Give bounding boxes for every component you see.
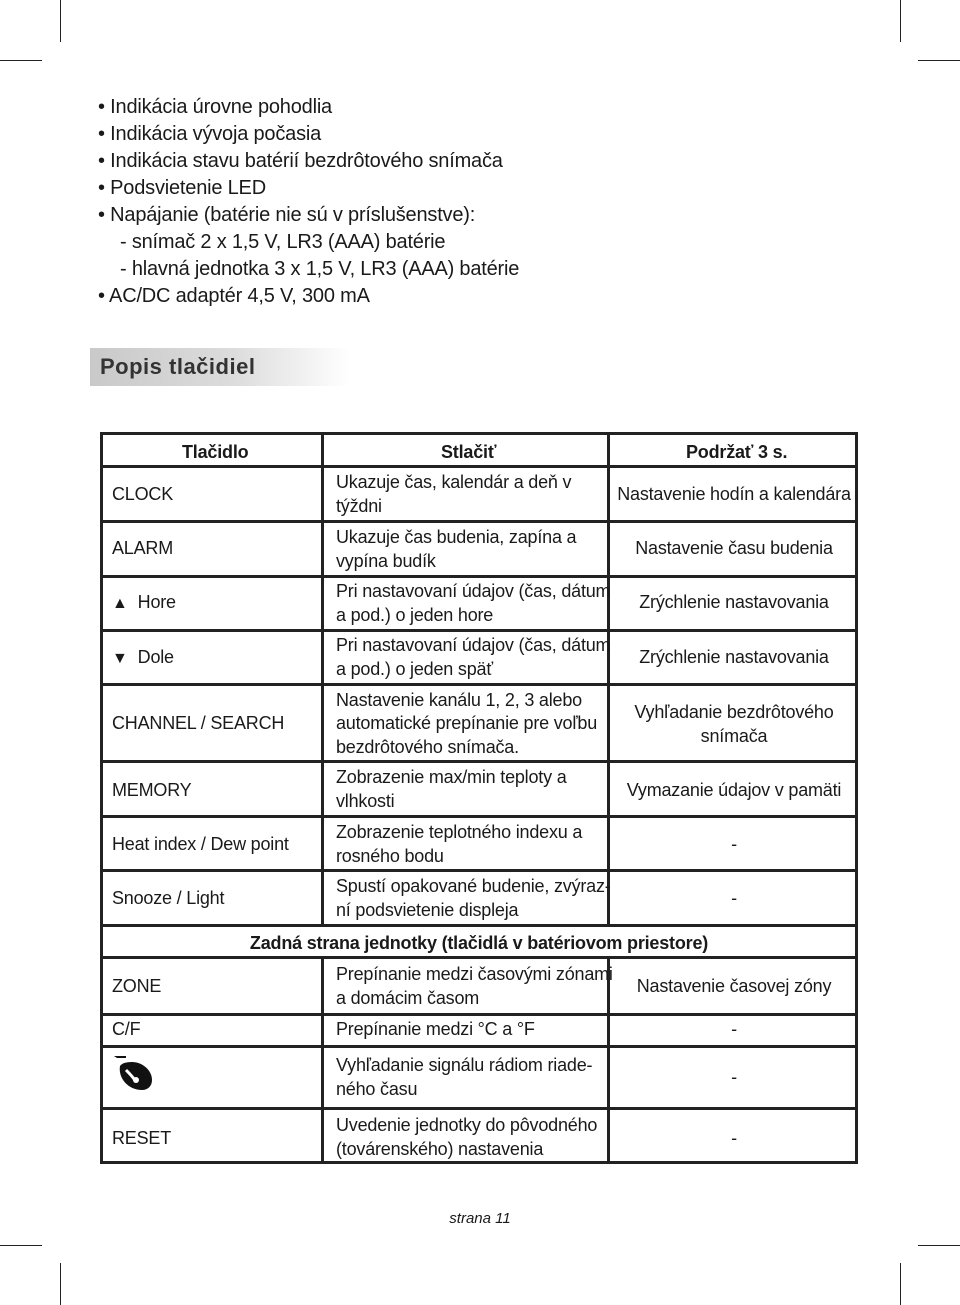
table-divider: [607, 432, 610, 927]
button-name: C/F: [112, 1019, 141, 1039]
hold-text: -: [731, 1019, 737, 1039]
press-text: automatické prepínanie pre voľbu: [336, 713, 598, 733]
feature-item: • Indikácia vývoja počasia: [98, 123, 322, 145]
press-text: Ukazuje čas budenia, zapína a: [336, 527, 577, 547]
feature-subitem: - hlavná jednotka 3 x 1,5 V, LR3 (AAA) batérie: [120, 258, 520, 280]
hold-text: -: [731, 1128, 737, 1148]
crop-mark: [0, 60, 42, 61]
hold-text: Nastavenie hodín a kalendára: [617, 484, 851, 504]
table-divider: [100, 1045, 858, 1048]
press-text: a pod.) o jeden hore: [336, 605, 494, 625]
feature-list: [98, 94, 519, 310]
table-divider: [100, 575, 858, 578]
feature-item: • Napájanie (batérie nie sú v príslušenstve):: [98, 204, 476, 226]
press-text: rosného bodu: [336, 846, 444, 866]
hold-text: -: [731, 834, 737, 854]
hold-text: -: [731, 888, 737, 908]
press-text: Spustí opakované budenie, zvýraz-: [336, 876, 611, 896]
crop-mark: [918, 60, 960, 61]
press-text: týždni: [336, 496, 382, 516]
hold-text: -: [731, 1067, 737, 1087]
crop-mark: [918, 1245, 960, 1246]
press-text: Pri nastavovaní údajov (čas, dátum: [336, 581, 611, 601]
page-number: strana 11: [449, 1210, 511, 1227]
button-name: RESET: [112, 1128, 172, 1148]
triangle-up-icon: ▲: [112, 595, 128, 612]
table-divider: [100, 924, 858, 927]
feature-item: • Podsvietenie LED: [98, 177, 266, 199]
press-text: ného času: [336, 1079, 418, 1099]
crop-mark: [900, 0, 901, 42]
triangle-down-icon: ▼: [112, 650, 128, 667]
press-text: vlhkosti: [336, 791, 395, 811]
feature-subitem: - snímač 2 x 1,5 V, LR3 (AAA) batérie: [120, 231, 446, 253]
press-text: Zobrazenie teplotného indexu a: [336, 822, 583, 842]
hold-text: snímača: [700, 726, 768, 746]
satellite-dish-icon: [112, 1052, 154, 1094]
table-divider: [100, 1013, 858, 1016]
hold-text: Nastavenie časovej zóny: [636, 976, 832, 996]
crop-mark: [60, 1263, 61, 1305]
press-text: Ukazuje čas, kalendár a deň v: [336, 472, 572, 492]
press-text: Uvedenie jednotky do pôvodného: [336, 1115, 598, 1135]
button-name-up: [112, 590, 176, 616]
hold-text: Vymazanie údajov v pamäti: [626, 780, 842, 800]
press-text: Zobrazenie max/min teploty a: [336, 767, 567, 787]
press-text: a domácim časom: [336, 988, 480, 1008]
table-divider: [100, 869, 858, 872]
table-divider: [100, 683, 858, 686]
crop-mark: [60, 0, 61, 42]
button-name: Snooze / Light: [112, 888, 225, 908]
section-header: [90, 348, 350, 386]
hold-text: Zrýchlenie nastavovania: [639, 647, 829, 667]
button-name-down: [112, 645, 174, 671]
press-text: Nastavenie kanálu 1, 2, 3 alebo: [336, 690, 582, 710]
press-text: Prepínanie medzi °C a °F: [336, 1019, 535, 1039]
press-text: Vyhľadanie signálu rádiom riade-: [336, 1055, 593, 1075]
button-name: Hore: [137, 592, 176, 612]
table-divider: [100, 1107, 858, 1110]
press-text: (továrenského) nastavenia: [336, 1139, 544, 1159]
table-divider: [321, 432, 324, 927]
table-header-hold: Podržať 3 s.: [686, 442, 788, 462]
table-divider: [100, 815, 858, 818]
crop-mark: [0, 1245, 42, 1246]
table-divider: [321, 958, 324, 1164]
button-name: ZONE: [112, 976, 162, 996]
hold-text: Nastavenie času budenia: [635, 538, 833, 558]
table-divider: [100, 956, 858, 959]
button-name: Dole: [137, 647, 174, 667]
table-divider: [100, 629, 858, 632]
feature-item: • Indikácia stavu batérií bezdrôtového snímača: [98, 150, 503, 172]
button-name: Heat index / Dew point: [112, 834, 289, 854]
table-divider: [100, 465, 858, 468]
feature-item: • AC/DC adaptér 4,5 V, 300 mA: [98, 285, 370, 307]
crop-mark: [900, 1263, 901, 1305]
table-header-press: Stlačiť: [441, 442, 497, 462]
press-text: vypína budík: [336, 551, 436, 571]
press-text: ní podsvietenie displeja: [336, 900, 519, 920]
section-title: Popis tlačidiel: [100, 354, 256, 379]
button-name: CLOCK: [112, 484, 174, 504]
table-divider: [100, 760, 858, 763]
hold-text: Vyhľadanie bezdrôtového: [634, 702, 834, 722]
feature-item: • Indikácia úrovne pohodlia: [98, 96, 332, 118]
table-divider: [607, 958, 610, 1164]
press-text: a pod.) o jeden späť: [336, 659, 493, 679]
button-name: CHANNEL / SEARCH: [112, 713, 285, 733]
table-header-button: Tlačidlo: [182, 442, 249, 462]
table-divider: [100, 520, 858, 523]
back-side-title: Zadná strana jednotky (tlačidlá v batériovom priestore): [249, 933, 709, 953]
button-name: MEMORY: [112, 780, 192, 800]
press-text: Pri nastavovaní údajov (čas, dátum: [336, 635, 611, 655]
button-name: ALARM: [112, 538, 174, 558]
press-text: Prepínanie medzi časovými zónami: [336, 964, 613, 984]
press-text: bezdrôtového snímača.: [336, 737, 519, 757]
hold-text: Zrýchlenie nastavovania: [639, 592, 829, 612]
